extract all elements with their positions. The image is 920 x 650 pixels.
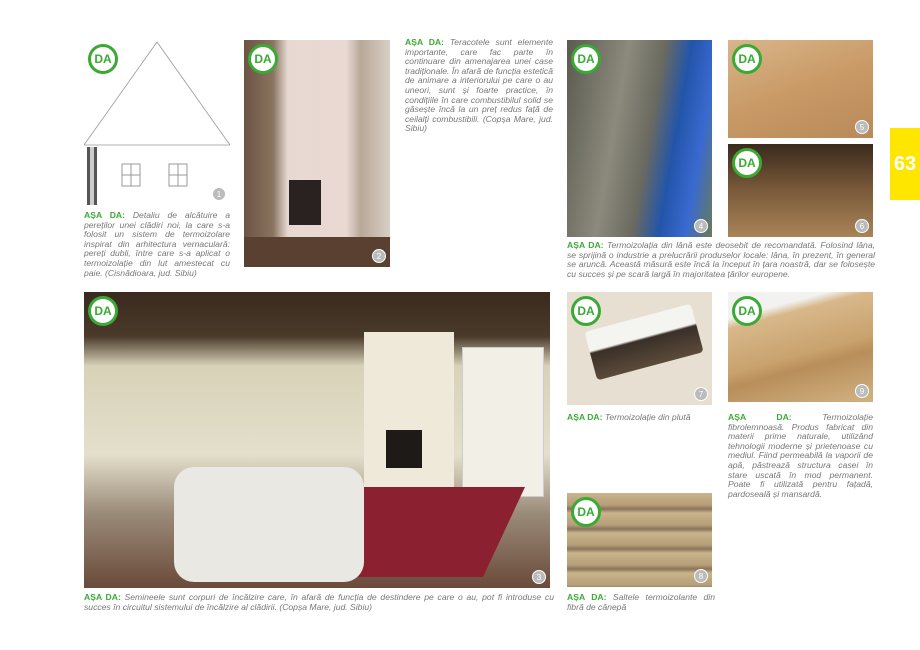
- caption-text: Detaliu de alcătuire a pereților unei clădiri noi, la care s-a folosit un sistem de termoizolare inspirat din arhitectura vernaculară: pereți dubli, între care s-a aplicat o termoizolație din lut amestecat cu paie. (Cisnădioara, jud. Sibiu): [84, 210, 231, 278]
- figure-number: 2: [372, 249, 386, 263]
- figure-number: 4: [694, 219, 708, 233]
- photo-hemp-mats: [567, 493, 712, 587]
- fireplace-opening: [386, 430, 422, 468]
- caption-7: [567, 413, 715, 423]
- photo-cork-insulation: [567, 292, 712, 405]
- photo-wool-roof: [728, 40, 873, 138]
- caption-text: Termoizolație fibrolemnoasă. Produs fabricat din materii prime naturale, utilizând tehnologii moderne și prietenoase cu mediul. Fiind permeabilă la vaporii de apă, păstrează structura casei în stare uscată în mod permanent. Poate fi utilizată pentru fațadă, pardoseală și mansardă.: [728, 412, 873, 499]
- caption-1: [84, 211, 230, 278]
- caption-prefix: AȘA DA:: [567, 412, 603, 422]
- figure-number: 1: [212, 187, 226, 201]
- photo-wool-insulation-wall: [567, 40, 712, 237]
- floor: [244, 237, 390, 267]
- caption-8: [567, 593, 715, 612]
- da-badge: DA: [571, 497, 601, 527]
- da-badge: DA: [571, 296, 601, 326]
- cork-block: [584, 304, 703, 381]
- caption-9: [728, 413, 873, 499]
- photo-tile-stove: [244, 40, 390, 267]
- caption-text: Termoizolație din plută: [604, 412, 691, 422]
- fireplace: [364, 332, 454, 502]
- da-badge: DA: [88, 44, 118, 74]
- da-badge: DA: [732, 296, 762, 326]
- da-badge: DA: [248, 44, 278, 74]
- house-drawing: [84, 40, 230, 205]
- figure-number: 6: [855, 219, 869, 233]
- da-badge: DA: [571, 44, 601, 74]
- figure-number: 9: [855, 384, 869, 398]
- caption-3: [84, 593, 554, 612]
- caption-prefix: AȘA DA:: [567, 240, 604, 250]
- caption-prefix: AȘA DA:: [84, 592, 121, 602]
- caption-text: Teracotele sunt elemente importante, care fac parte în continuare din amenajarea unei case tradiționale. În afară de funcția estetică de animare a interiorului pe care o au uneori, sunt și foarte practice, în condițiile în care combustibilul solid se găsește încă la un preț redus față de ceilalți combustibili. (Copșa Mare, jud. Sibiu): [405, 37, 553, 134]
- da-badge: DA: [732, 148, 762, 178]
- da-badge: DA: [732, 44, 762, 74]
- caption-text: Termoizolația din lână este deosebit de recomandată. Folosind lâna, se sprijină o industrie a prelucrării produselor locale: lâna, în prezent, în general se aruncă. Această măsură este încă la început în țara noastră, dar se folosește cu succes și pe scară largă în majoritatea țărilor europene.: [567, 240, 875, 279]
- caption-prefix: AȘA DA:: [567, 592, 607, 602]
- sofa: [174, 467, 364, 582]
- page-number-tab: 63: [890, 128, 920, 200]
- caption-text: Saltele termoizolante din fibră de cânepă: [567, 592, 715, 612]
- door: [462, 347, 544, 497]
- photo-living-room-fireplace: [84, 292, 550, 588]
- figure-number: 8: [694, 569, 708, 583]
- stove-door: [289, 180, 321, 225]
- figure-number: 7: [694, 387, 708, 401]
- caption-prefix: AȘA DA:: [405, 37, 444, 47]
- caption-4-6: [567, 241, 875, 279]
- caption-prefix: AȘA DA:: [84, 210, 125, 220]
- caption-prefix: AȘA DA:: [728, 412, 792, 422]
- figure-number: 5: [855, 120, 869, 134]
- photo-attic-worker: [728, 144, 873, 237]
- caption-2: [405, 38, 553, 134]
- caption-text: Semineele sunt corpuri de încălzire care, în afară de funcția de destindere pe care o au, pot fi introduse cu succes în circuitul sistemului de încălzire al clădirii. (Copșa Mare, jud. Sibiu): [84, 592, 554, 612]
- photo-wood-fibre-boards: [728, 292, 873, 402]
- figure-number: 3: [532, 570, 546, 584]
- da-badge: DA: [88, 296, 118, 326]
